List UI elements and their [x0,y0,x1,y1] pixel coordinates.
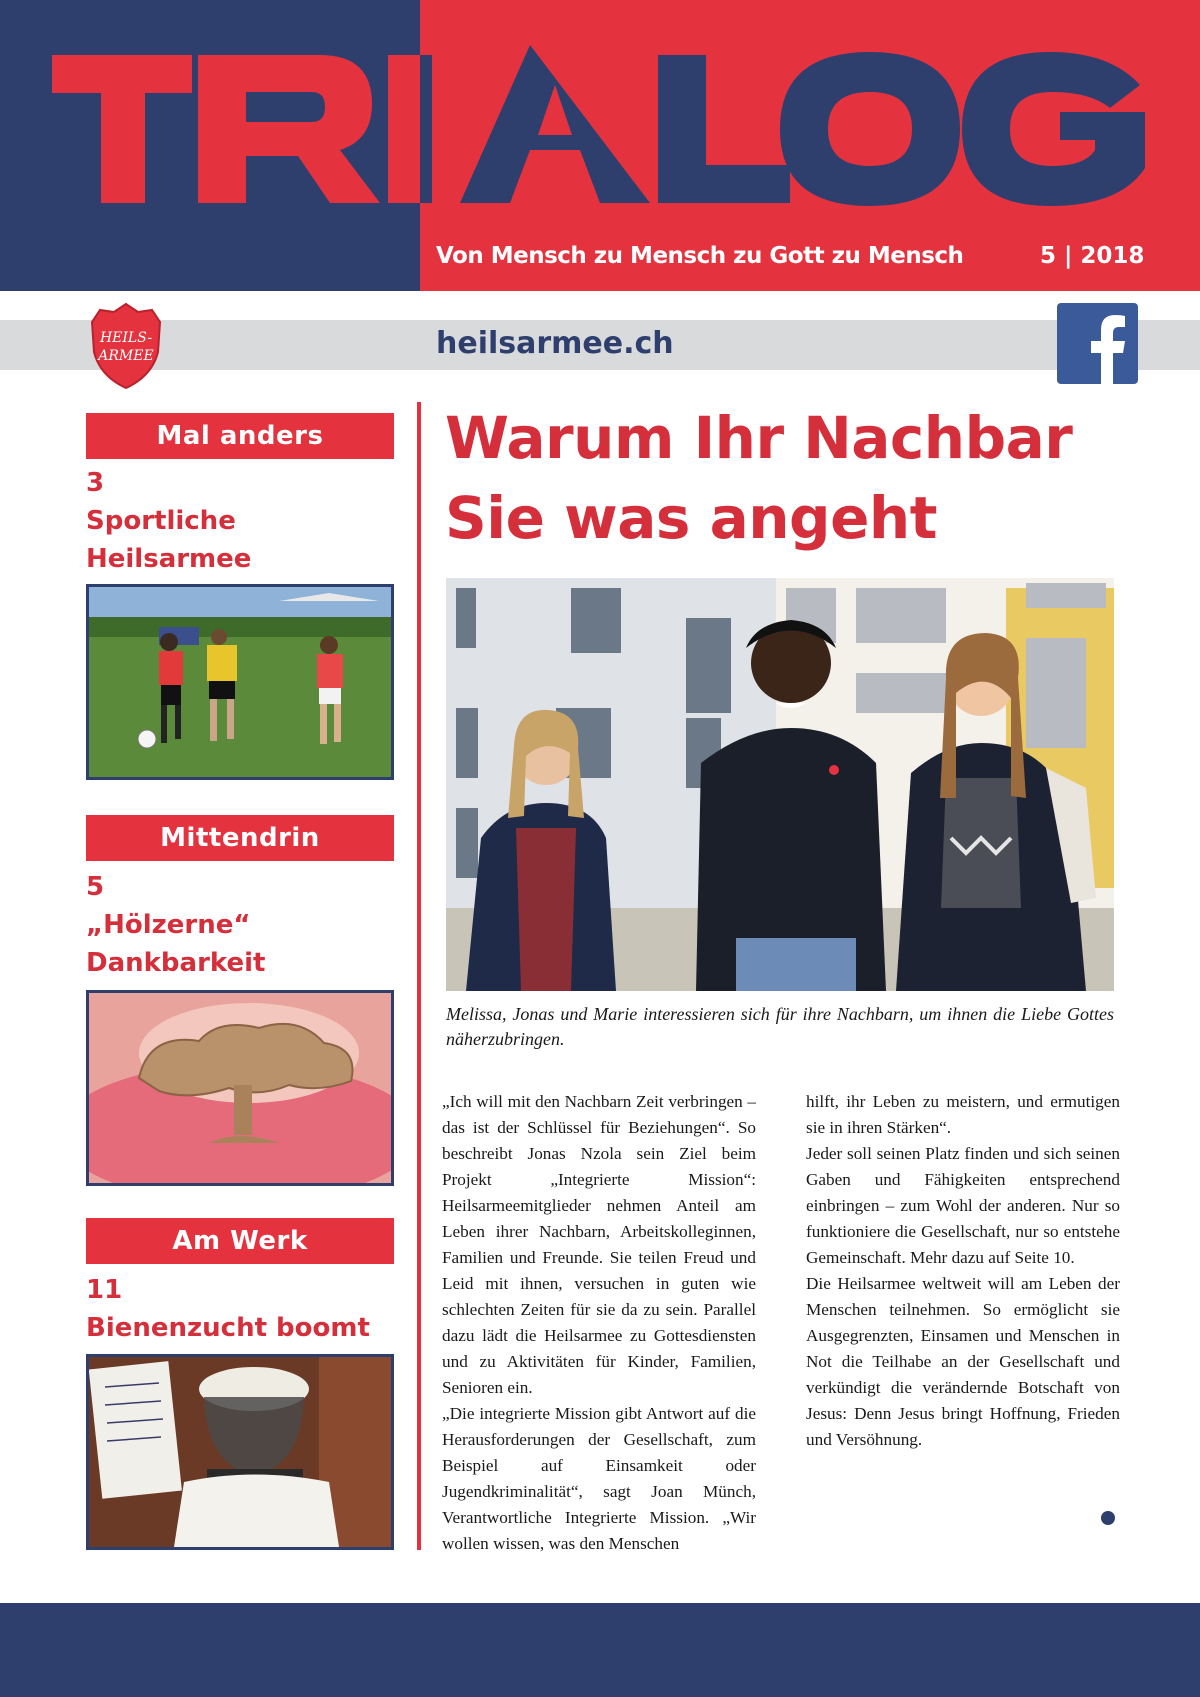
footer-bar [0,1603,1200,1697]
soccer-photo [86,584,394,780]
paragraph: Die Heilsarmee weltweit will am Leben der Menschen teilnehmen. So ermöglicht sie Ausgegrenzten, Einsamen und Menschen in Not die Teilhabe an der Gesellschaft und verkündigt die verändernde Botschaft von Jesus: Denn Jesus bringt Hoffnung, Frieden und Versöhnung. [806,1274,1120,1449]
tagline: Von Mensch zu Mensch zu Gott zu Mensch [436,243,964,269]
teaser-title-line2: Heilsarmee [86,544,252,574]
article-photo [446,578,1114,991]
article-column-1 [442,1089,756,1557]
beekeeper-suit-photo [86,1354,394,1550]
paragraph: hilft, ihr Leben zu meistern, und ermutigen sie in ihren Stärken“. [806,1092,1120,1137]
page-number: 3 [86,468,105,498]
wooden-tree-photo [86,990,394,1186]
page-number: 11 [86,1275,123,1305]
section-header-mal-anders: Mal anders [86,413,394,459]
article-headline: Warum Ihr Nachbar Sie was angeht [445,404,1073,552]
paragraph: „Ich will mit den Nachbarn Zeit verbringen – das ist der Schlüssel für Beziehungen“. So beschreibt Jonas Nzola sein Ziel beim Projekt „Integrierte Mission“: Heilsarmeemitglieder nehmen Anteil am Leben ihrer Nachbarn, Arbeitskolleginnen, Familien und Freunde. Sie teilen Freud und Leid mit ihnen, versuchen in guten wie schlechten Zeiten für sie da zu sein. Parallel dazu lädt die Heilsarmee zu Gottesdiensten und zu Aktivitäten für Kinder, Familien, Senioren ein. [442,1092,756,1397]
article-column-2 [806,1089,1120,1453]
photo-caption: Melissa, Jonas und Marie interessieren sich für ihre Nachbarn, um ihnen die Liebe Gottes näherzubringen. [446,1004,1114,1049]
teaser-title-line1: Sportliche [86,506,236,536]
website-link[interactable]: heilsarmee.ch [436,326,674,361]
paragraph: „Die integrierte Mission gibt Antwort auf die Herausforderungen der Gesellschaft, zum Beispiel auf Einsamkeit oder Jugendkriminalität“, sagt Joan Münch, Verantwortliche Integrierte Mission. „Wir wollen wissen, was den Menschen [442,1404,756,1553]
svg-text:HEILS-: HEILS- [99,330,153,346]
facebook-icon [1057,303,1138,384]
section-teaser-1[interactable] [86,464,406,578]
section-header-mittendrin: Mittendrin [86,815,394,861]
facebook-button[interactable] [1057,303,1138,384]
heilsarmee-logo [86,302,166,390]
section-teaser-2[interactable] [86,868,406,982]
teaser-title-line1: „Hölzerne“ [86,910,251,940]
page-number: 5 [86,872,105,902]
svg-text:ARMEE: ARMEE [98,348,154,364]
end-of-article-dot [1101,1511,1115,1525]
teaser-title-line1: Bienenzucht boomt [86,1313,370,1343]
paragraph: Jeder soll seinen Platz finden und sich seinen Gaben und Fähigkeiten entsprechend einbringen – zum Wohl der anderen. Nur so funktioniere die Gesellschaft, nur so entstehe Gemeinschaft. Mehr dazu auf Seite 10. [806,1144,1120,1267]
section-header-am-werk: Am Werk [86,1218,394,1264]
teaser-title-line2: Dankbarkeit [86,948,266,978]
column-divider [417,402,421,1550]
issue-number: 5 | 2018 [1040,243,1145,269]
section-teaser-3[interactable] [86,1271,406,1347]
